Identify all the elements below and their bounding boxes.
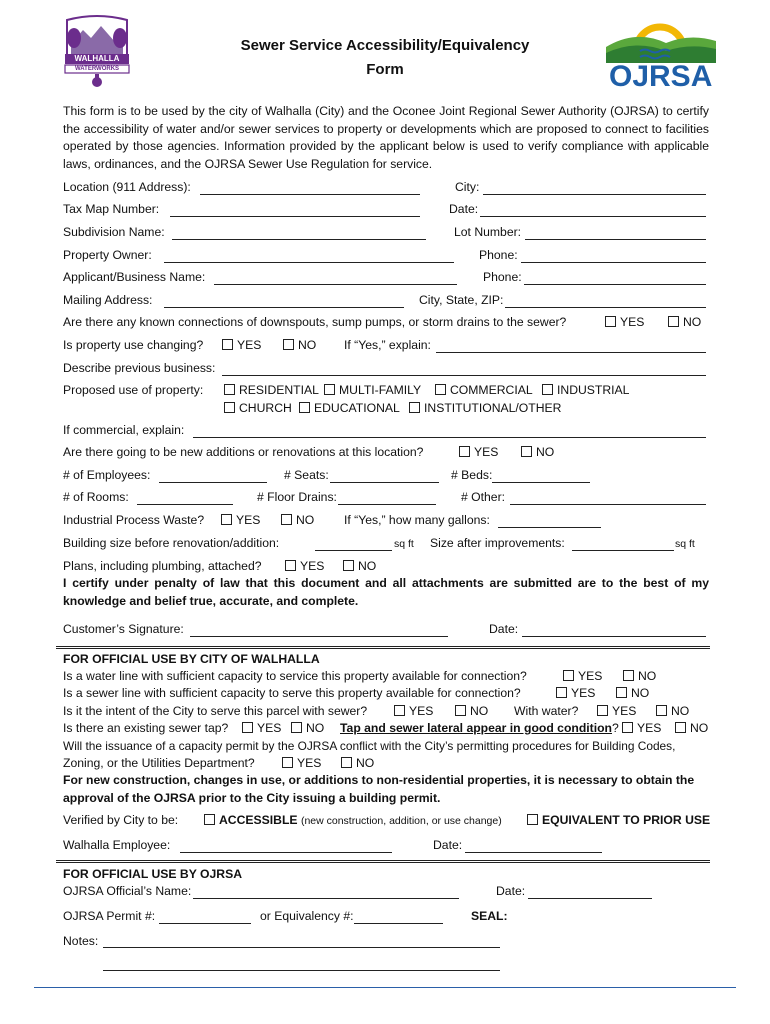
rooms-label: # of Rooms: [63, 490, 129, 504]
yes-label: YES [637, 721, 662, 735]
ojrsa-official-input[interactable] [193, 898, 459, 899]
accessible-label: ACCESSIBLE [219, 813, 298, 827]
checkbox-icon[interactable] [409, 402, 420, 413]
checkbox-icon[interactable] [675, 722, 686, 733]
no-label: NO [470, 704, 489, 718]
walhalla-emblem-icon [57, 14, 137, 92]
ojrsa-logo [606, 17, 716, 97]
tax-map-input[interactable] [170, 216, 420, 217]
mailing-input[interactable] [164, 307, 404, 308]
connections-yes[interactable] [605, 315, 644, 329]
water-line-no[interactable] [623, 669, 656, 683]
intent-yes[interactable] [394, 704, 433, 718]
commercial-label: COMMERCIAL [450, 383, 533, 397]
industrial-waste-question: Industrial Process Waste? [63, 513, 205, 527]
checkbox-icon[interactable] [282, 757, 293, 768]
verified-label: Verified by City to be: [63, 813, 179, 827]
use-multifamily[interactable] [324, 383, 421, 397]
phone-label: Phone: [479, 248, 518, 262]
size-after-unit: sq ft [675, 538, 695, 550]
yes-label: YES [571, 686, 596, 700]
permit-conflict-yes[interactable] [282, 756, 321, 770]
intent-question: Is it the intent of the City to serve this parcel with sewer? [63, 704, 368, 718]
walhalla-employee-input[interactable] [180, 852, 392, 853]
use-commercial[interactable] [435, 383, 533, 397]
use-changing-explain-input[interactable] [436, 352, 706, 353]
checkbox-icon[interactable] [459, 446, 470, 457]
equivalent-label: EQUIVALENT TO PRIOR USE [542, 813, 711, 827]
rooms-input[interactable] [137, 504, 233, 505]
phone-input[interactable] [521, 262, 706, 263]
sewer-line-yes[interactable] [556, 686, 595, 700]
checkbox-icon[interactable] [616, 687, 627, 698]
equivalency-label: or Equivalency #: [260, 909, 354, 923]
plans-no[interactable] [343, 559, 376, 573]
checkbox-icon[interactable] [204, 814, 215, 825]
property-owner-label: Property Owner: [63, 248, 152, 262]
yes-label: YES [237, 338, 262, 352]
checkbox-icon[interactable] [224, 402, 235, 413]
checkbox-icon[interactable] [291, 722, 302, 733]
phone2-label: Phone: [483, 270, 522, 284]
beds-label: # Beds: [451, 468, 493, 482]
ojrsa-date-label: Date: [496, 884, 526, 898]
no-label: NO [631, 686, 650, 700]
footer-rule [34, 987, 736, 988]
checkbox-icon[interactable] [343, 560, 354, 571]
checkbox-icon[interactable] [221, 514, 232, 525]
water-line-question: Is a water line with sufficient capacity to service this property available for connection? [63, 669, 527, 683]
industrial-waste-yes[interactable] [221, 513, 260, 527]
page-title: Sewer Service Accessibility/Equivalency [240, 37, 530, 54]
connections-no[interactable] [668, 315, 701, 329]
yes-label: YES [612, 704, 637, 718]
sewer-line-question: Is a sewer line with sufficient capacity to serve this property available for connection? [63, 686, 521, 700]
tap-lateral-yes[interactable] [622, 721, 661, 735]
date-input[interactable] [480, 216, 706, 217]
no-label: NO [356, 756, 375, 770]
connections-question: Are there any known connections of downspouts, sump pumps, or storm drains to the sewer? [63, 315, 567, 329]
no-label: NO [638, 669, 657, 683]
ojrsa-official-label: OJRSA Official’s Name: [63, 884, 192, 898]
employees-input[interactable] [159, 482, 267, 483]
use-changing-question: Is property use changing? [63, 338, 204, 352]
walhalla-employee-label: Walhalla Employee: [63, 838, 171, 852]
checkbox-icon[interactable] [668, 316, 679, 327]
ojrsa-permit-label: OJRSA Permit #: [63, 909, 156, 923]
yes-label: YES [297, 756, 322, 770]
checkbox-icon[interactable] [605, 316, 616, 327]
water-line-yes[interactable] [563, 669, 602, 683]
checkbox-icon[interactable] [299, 402, 310, 413]
phone2-input[interactable] [524, 284, 706, 285]
intro-paragraph: This form is to be used by the city of Walhalla (City) and the Oconee Joint Regional Sewer Authority (OJRSA) to certify the accessibility of water and/or sewer services to property or developments which are proposed to connect to facilities operated by those agencies. Information provided by the applicant below is used to verify compliance with applicable laws, ordinances, and the OJRSA Sewer Use Regulation for service. [63, 104, 709, 171]
checkbox-icon[interactable] [222, 339, 233, 350]
describe-prev-input[interactable] [222, 375, 706, 376]
use-church[interactable] [224, 401, 292, 415]
no-label: NO [298, 338, 317, 352]
notes-input-1[interactable] [103, 947, 500, 948]
yes-label: YES [474, 445, 499, 459]
city-date-label: Date: [433, 838, 463, 852]
size-before-unit: sq ft [394, 538, 414, 550]
ojrsa-logo-text: OJRSA [609, 60, 713, 93]
yes-label: YES [257, 721, 282, 735]
employees-label: # of Employees: [63, 468, 151, 482]
industrial-waste-no[interactable] [281, 513, 314, 527]
ojrsa-date-input[interactable] [528, 898, 652, 899]
seats-input[interactable] [330, 482, 439, 483]
checkbox-icon[interactable] [394, 705, 405, 716]
seats-label: # Seats: [284, 468, 329, 482]
other-input[interactable] [510, 504, 706, 505]
if-commercial-label: If commercial, explain: [63, 423, 185, 437]
checkbox-icon[interactable] [242, 722, 253, 733]
other-label: # Other: [461, 490, 506, 504]
section-divider [56, 862, 710, 863]
signature-date-label: Date: [489, 622, 519, 636]
additions-no[interactable] [521, 445, 554, 459]
city-label: City: [455, 180, 480, 194]
educational-label: EDUCATIONAL [314, 401, 400, 415]
section-divider [56, 860, 710, 861]
checkbox-icon[interactable] [521, 446, 532, 457]
walhalla-logo-text-top: WALHALLA [74, 54, 120, 63]
use-changing-explain-label: If “Yes,” explain: [344, 338, 431, 352]
section-divider [56, 646, 710, 647]
applicant-label: Applicant/Business Name: [63, 270, 206, 284]
yes-label: YES [620, 315, 645, 329]
residential-label: RESIDENTIAL [239, 383, 319, 397]
proposed-use-label: Proposed use of property: [63, 383, 204, 397]
lot-number-input[interactable] [525, 239, 706, 240]
use-industrial[interactable] [542, 383, 629, 397]
date-label: Date: [449, 202, 479, 216]
existing-tap-yes[interactable] [242, 721, 281, 735]
signature-date-input[interactable] [522, 636, 706, 637]
yes-label: YES [409, 704, 434, 718]
no-label: NO [690, 721, 709, 735]
walhalla-logo [57, 14, 137, 92]
page-title-line2: Form [366, 61, 404, 78]
checkbox-icon[interactable] [455, 705, 466, 716]
applicant-input[interactable] [214, 284, 457, 285]
size-before-label: Building size before renovation/addition: [63, 536, 280, 550]
signature-input[interactable] [190, 636, 448, 637]
size-after-label: Size after improvements: [430, 536, 565, 550]
permit-conflict-question: Will the issuance of a capacity permit by the OJRSA conflict with the City’s permitting procedures for Building Codes, [63, 739, 676, 753]
checkbox-icon[interactable] [283, 339, 294, 350]
checkbox-icon[interactable] [324, 384, 335, 395]
floor-drains-label: # Floor Drains: [257, 490, 337, 504]
subdivision-input[interactable] [172, 239, 426, 240]
checkbox-icon[interactable] [556, 687, 567, 698]
city-input[interactable] [483, 194, 706, 195]
floor-drains-input[interactable] [338, 504, 436, 505]
church-label: CHURCH [239, 401, 292, 415]
verified-equivalent[interactable] [527, 813, 710, 827]
yes-label: YES [236, 513, 261, 527]
size-before-input[interactable] [315, 550, 392, 551]
certification-statement: I certify under penalty of law that this document and all attachments are submitted are to the best of my knowledge and belief true, accurate, and complete. [63, 576, 709, 608]
verified-accessible[interactable] [204, 813, 502, 827]
permit-conflict-no[interactable] [341, 756, 374, 770]
yes-label: YES [578, 669, 603, 683]
city-date-input[interactable] [465, 852, 602, 853]
existing-tap-question: Is there an existing sewer tap? [63, 721, 229, 735]
tax-map-label: Tax Map Number: [63, 202, 160, 216]
plans-question: Plans, including plumbing, attached? [63, 559, 262, 573]
intent-no[interactable] [455, 704, 488, 718]
gallons-input[interactable] [498, 527, 601, 528]
with-water-label: With water? [514, 704, 579, 718]
with-water-no[interactable] [656, 704, 689, 718]
industrial-label: INDUSTRIAL [557, 383, 630, 397]
use-educational[interactable] [299, 401, 400, 415]
lot-number-label: Lot Number: [454, 225, 522, 239]
no-label: NO [296, 513, 315, 527]
location-label: Location (911 Address): [63, 180, 191, 194]
use-changing-yes[interactable] [222, 338, 261, 352]
ojrsa-permit-input[interactable] [159, 923, 251, 924]
checkbox-icon[interactable] [341, 757, 352, 768]
no-label: NO [358, 559, 377, 573]
additions-yes[interactable] [459, 445, 498, 459]
size-after-input[interactable] [572, 550, 674, 551]
multifamily-label: MULTI-FAMILY [339, 383, 422, 397]
checkbox-icon[interactable] [622, 722, 633, 733]
no-label: NO [683, 315, 702, 329]
checkbox-icon[interactable] [542, 384, 553, 395]
mailing-label: Mailing Address: [63, 293, 153, 307]
no-label: NO [671, 704, 690, 718]
checkbox-icon[interactable] [224, 384, 235, 395]
sewer-line-no[interactable] [616, 686, 649, 700]
describe-prev-label: Describe previous business: [63, 361, 216, 375]
city-state-zip-input[interactable] [505, 307, 706, 308]
tap-lateral-question: Tap and sewer lateral appear in good condition? [340, 721, 619, 735]
yes-label: YES [300, 559, 325, 573]
city-section-heading: FOR OFFICIAL USE BY CITY OF WALHALLA [63, 652, 320, 666]
signature-label: Customer’s Signature: [63, 622, 184, 636]
no-label: NO [536, 445, 555, 459]
checkbox-icon[interactable] [563, 670, 574, 681]
checkbox-icon[interactable] [597, 705, 608, 716]
equivalency-input[interactable] [354, 923, 443, 924]
checkbox-icon[interactable] [527, 814, 538, 825]
gallons-label: If “Yes,” how many gallons: [344, 513, 490, 527]
location-input[interactable] [200, 194, 420, 195]
notes-label: Notes: [63, 934, 99, 948]
checkbox-icon[interactable] [623, 670, 634, 681]
property-owner-input[interactable] [164, 262, 454, 263]
subdivision-label: Subdivision Name: [63, 225, 165, 239]
existing-tap-no[interactable] [291, 721, 324, 735]
new-construction-note: For new construction, changes in use, or additions to non-residential properties, it is necessary to obtain the approval of the OJRSA prior to the City issuing a building permit. [63, 773, 695, 805]
use-residential[interactable] [224, 383, 319, 397]
beds-input[interactable] [492, 482, 590, 483]
checkbox-icon[interactable] [656, 705, 667, 716]
plans-yes[interactable] [285, 559, 324, 573]
tap-lateral-label: Tap and sewer lateral appear in good condition [340, 721, 613, 735]
ojrsa-section-heading: FOR OFFICIAL USE BY OJRSA [63, 867, 242, 881]
checkbox-icon[interactable] [285, 560, 296, 571]
permit-conflict-question-2: Zoning, or the Utilities Department? [63, 756, 255, 770]
institutional-label: INSTITUTIONAL/OTHER [424, 401, 562, 415]
use-changing-no[interactable] [283, 338, 316, 352]
section-divider [56, 648, 710, 649]
checkbox-icon[interactable] [435, 384, 446, 395]
no-label: NO [306, 721, 325, 735]
tap-lateral-no[interactable] [675, 721, 708, 735]
notes-input-2[interactable] [103, 970, 500, 971]
accessible-note: (new construction, addition, or use change) [300, 815, 502, 827]
city-state-zip-label: City, State, ZIP: [419, 293, 504, 307]
use-institutional[interactable] [409, 401, 561, 415]
seal-label: SEAL: [471, 909, 508, 923]
checkbox-icon[interactable] [281, 514, 292, 525]
walhalla-logo-text-bottom: WATERWORKS [74, 66, 120, 72]
additions-question: Are there going to be new additions or renovations at this location? [63, 445, 424, 459]
with-water-yes[interactable] [597, 704, 636, 718]
if-commercial-input[interactable] [193, 437, 706, 438]
